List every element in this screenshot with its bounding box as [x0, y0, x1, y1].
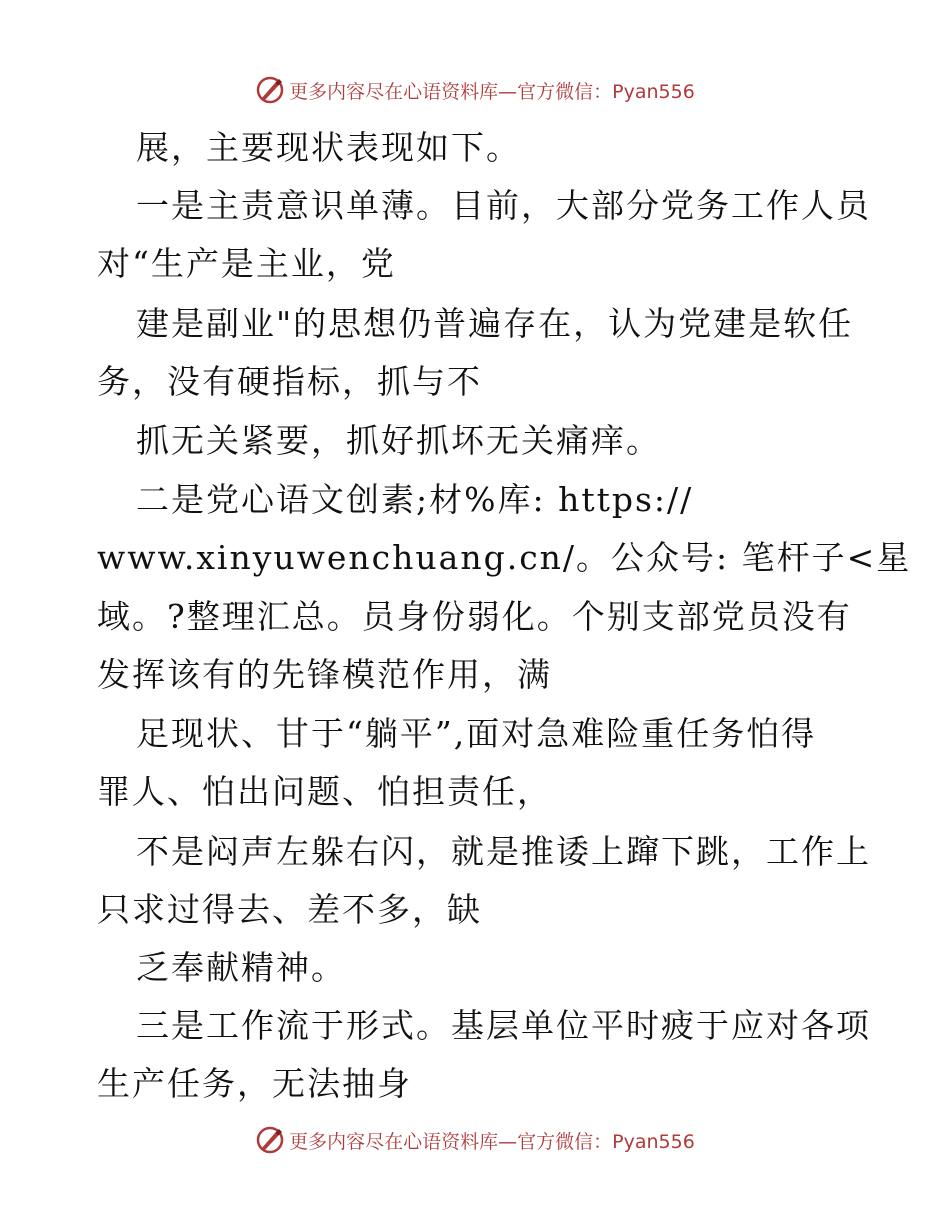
body-line: www.xinyuwenchuang.cn/。公众号: 笔杆子<星: [97, 538, 912, 577]
pen-logo-icon: [255, 75, 285, 105]
body-line: 务，没有硬指标，抓与不: [97, 362, 482, 401]
body-line: 一是主责意识单薄。目前，大部分党务工作人员: [136, 186, 871, 225]
footer-watermark: [0, 1120, 950, 1160]
body-line: 罪人、怕出问题、怕担责任，: [97, 772, 552, 811]
body-line: 对“生产是主业，党: [97, 244, 396, 283]
watermark-text: 更多内容尽在心语资料库—官方微信：Pyan556: [289, 80, 695, 103]
body-line: 展，主要现状表现如下。: [136, 128, 521, 167]
watermark-text: 更多内容尽在心语资料库—官方微信：Pyan556: [289, 1130, 695, 1153]
body-line: 建是副业"的思想仍普遍存在，认为党建是软任: [136, 304, 854, 343]
body-line: 发挥该有的先锋模范作用，满: [97, 655, 552, 694]
header-watermark: [0, 70, 950, 110]
body-line: 只求过得去、差不多，缺: [97, 890, 482, 929]
body-line: 乏奉献精神。: [136, 948, 346, 987]
body-line: 不是闷声左躲右闪，就是推诿上蹿下跳，工作上: [136, 832, 871, 871]
body-line: 足现状、甘于“躺平”,面对急难险重任务怕得: [136, 714, 817, 753]
body-line: 二是党心语文创素;材%库: https://: [136, 480, 694, 519]
body-line: 三是工作流于形式。基层单位平时疲于应对各项: [136, 1006, 871, 1045]
body-line: 域。?整理汇总。员身份弱化。个别支部党员没有: [97, 597, 852, 636]
pen-logo-icon: [255, 1125, 285, 1155]
body-line: 抓无关紧要，抓好抓坏无关痛痒。: [136, 421, 661, 460]
body-line: 生产任务，无法抽身: [97, 1064, 412, 1103]
